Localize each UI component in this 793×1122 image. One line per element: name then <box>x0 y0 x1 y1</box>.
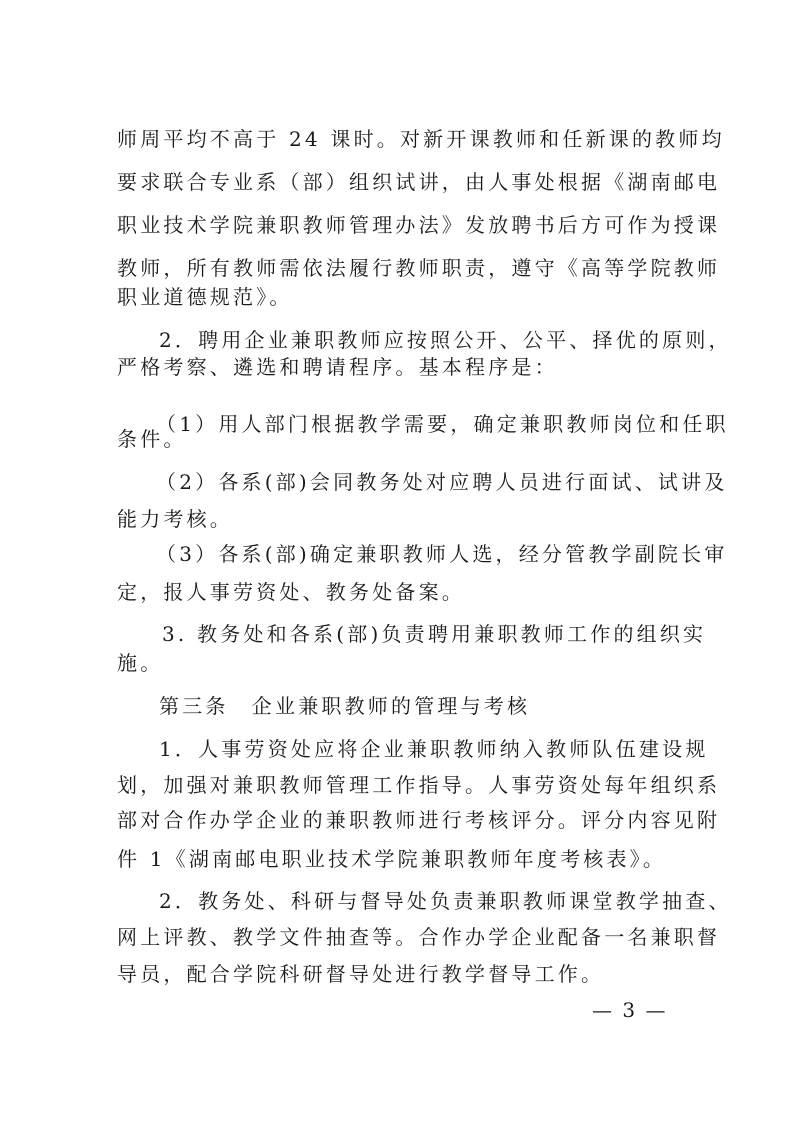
paragraph-line: （2）各系(部)会同教务处对应聘人员进行面试、试讲及 <box>156 470 728 494</box>
paragraph-line: 能力考核。 <box>117 507 233 531</box>
paragraph-line: 部对合作办学企业的兼职教师进行考核评分。评分内容见附 <box>117 808 721 832</box>
page-number: — 3 — <box>592 998 668 1022</box>
paragraph-line: 职业技术学院兼职教师管理办法》发放聘书后方可作为授课 <box>117 213 721 237</box>
paragraph-line: 划，加强对兼职教师管理工作指导。人事劳资处每年组织系 <box>117 773 721 797</box>
paragraph-line: 网上评教、教学文件抽查等。合作办学企业配备一名兼职督 <box>117 925 721 949</box>
paragraph-line: （3）各系(部)确定兼职教师人选，经分管教学副院长审 <box>156 542 728 566</box>
paragraph-line: 3. 教务处和各系(部)负责聘用兼职教师工作的组织实 <box>162 622 707 646</box>
paragraph-line: 教师，所有教师需依法履行教师职责，遵守《高等学院教师 <box>117 256 721 280</box>
paragraph-line: 要求联合专业系（部）组织试讲，由人事处根据《湖南邮电 <box>117 170 721 194</box>
paragraph-line: 严格考察、遴选和聘请程序。基本程序是： <box>117 355 558 379</box>
paragraph-line: 条件。 <box>117 427 187 451</box>
paragraph-line: 职业道德规范》。 <box>117 285 293 309</box>
paragraph-line: 2．聘用企业兼职教师应按照公开、公平、择优的原则， <box>159 328 732 352</box>
paragraph-line: 件 1《湖南邮电职业技术学院兼职教师年度考核表》。 <box>117 847 667 871</box>
paragraph-line: 2．教务处、科研与督导处负责兼职教师课堂教学抽查、 <box>159 889 732 913</box>
paragraph-line: 导员，配合学院科研督导处进行教学督导工作。 <box>117 962 605 986</box>
paragraph-line: 1．人事劳资处应将企业兼职教师纳入教师队伍建设规 <box>159 737 709 761</box>
paragraph-line: 施。 <box>117 651 164 675</box>
paragraph-line: 定，报人事劳资处、教务处备案。 <box>117 580 465 604</box>
section-heading: 第三条 企业兼职教师的管理与考核 <box>159 694 531 718</box>
paragraph-line: 师周平均不高于 24 课时。对新开课教师和任新课的教师均 <box>117 127 725 151</box>
paragraph-line: （1）用人部门根据教学需要，确定兼职教师岗位和任职 <box>156 412 729 436</box>
